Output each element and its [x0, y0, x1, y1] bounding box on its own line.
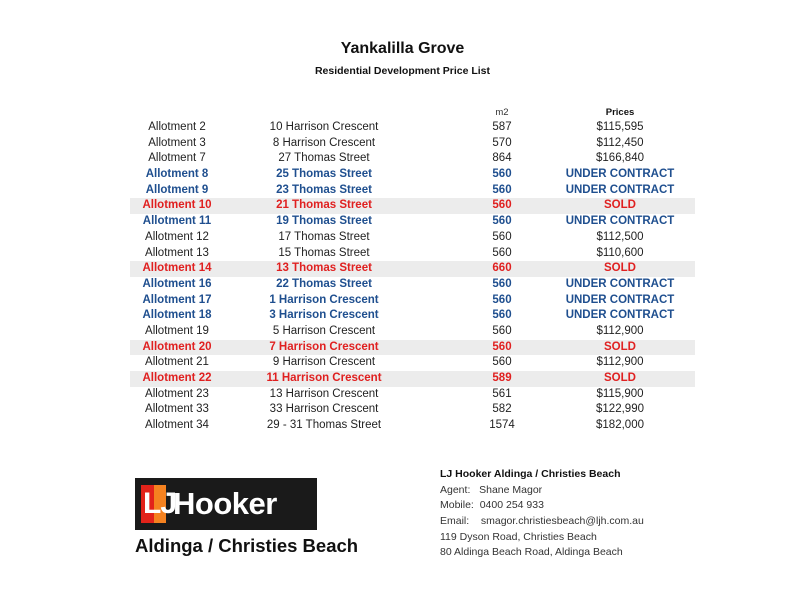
email-address[interactable]: smagor.christiesbeach@ljh.com.au — [480, 515, 644, 528]
address-cell: 11 Harrison Crescent — [266, 372, 382, 384]
area-cell: 560 — [492, 215, 512, 228]
price-cell: SOLD — [604, 372, 636, 384]
agent-label: Agent: — [440, 483, 471, 496]
lot-cell: Allotment 12 — [145, 230, 209, 243]
price-cell: $166,840 — [596, 152, 644, 165]
area-cell: 864 — [492, 152, 512, 165]
mobile-label: Mobile: — [440, 499, 474, 512]
area-cell: 560 — [492, 340, 512, 353]
price-cell: SOLD — [604, 262, 636, 275]
area-cell: 560 — [492, 230, 512, 243]
lot-cell: Allotment 11 — [142, 215, 212, 228]
contact-address-2: 80 Aldinga Beach Road, Aldinga Beach — [440, 546, 623, 559]
contact-email — [440, 514, 680, 530]
address-cell: 5 Harrison Crescent — [272, 324, 376, 337]
table-row — [130, 308, 695, 324]
price-cell: $182,000 — [596, 419, 644, 432]
address-cell: 22 Thomas Street — [276, 277, 372, 290]
lot-cell: Allotment 8 — [145, 168, 209, 181]
address-cell: 3 Harrison Crescent — [269, 309, 379, 322]
lot-cell: Allotment 10 — [142, 199, 212, 212]
lot-cell: Allotment 34 — [145, 419, 209, 432]
area-cell: 560 — [492, 277, 512, 290]
table-row — [130, 183, 695, 199]
area-cell: 561 — [492, 387, 512, 400]
address-cell: 19 Thomas Street — [276, 215, 372, 228]
price-cell: $115,900 — [596, 387, 644, 400]
lot-cell: Allotment 23 — [145, 387, 209, 400]
table-row — [130, 293, 695, 309]
area-cell: 560 — [492, 199, 512, 212]
address-cell: 10 Harrison Crescent — [269, 121, 379, 133]
price-cell: $110,600 — [596, 246, 644, 259]
price-cell: UNDER CONTRACT — [565, 293, 675, 306]
lot-cell: Allotment 13 — [145, 246, 209, 259]
table-row — [130, 151, 695, 167]
address-cell: 17 Thomas Street — [278, 230, 370, 243]
area-cell: 560 — [492, 293, 512, 306]
lot-cell: Allotment 14 — [142, 262, 212, 275]
price-cell: UNDER CONTRACT — [565, 277, 675, 290]
table-row — [130, 167, 695, 183]
price-cell: UNDER CONTRACT — [565, 183, 675, 196]
price-cell: SOLD — [604, 199, 636, 212]
address-cell: 9 Harrison Crescent — [272, 356, 376, 369]
lot-cell: Allotment 9 — [145, 183, 209, 196]
lot-cell: Allotment 21 — [145, 356, 209, 369]
area-cell: 660 — [492, 262, 512, 275]
lot-cell: Allotment 2 — [148, 121, 206, 133]
area-cell: 589 — [492, 372, 512, 384]
contact-block — [440, 467, 680, 561]
price-cell: $112,900 — [596, 356, 644, 369]
price-list-sheet — [130, 10, 675, 590]
address-cell: 8 Harrison Crescent — [272, 136, 376, 149]
table-row — [130, 198, 695, 214]
table-row — [130, 402, 695, 418]
lot-cell: Allotment 22 — [142, 372, 212, 384]
area-cell: 587 — [492, 121, 512, 133]
area-cell: 560 — [492, 168, 512, 181]
area-cell: 560 — [492, 309, 512, 322]
contact-address-1: 119 Dyson Road, Christies Beach — [440, 530, 597, 543]
table-row — [130, 387, 695, 403]
mobile-number[interactable]: 0400 254 933 — [479, 499, 544, 512]
table-row — [130, 355, 695, 371]
lj-hooker-logo — [135, 478, 395, 568]
address-cell: 21 Thomas Street — [276, 199, 372, 212]
address-cell: 33 Harrison Crescent — [269, 403, 379, 416]
lot-cell: Allotment 3 — [148, 136, 206, 149]
table-row — [130, 371, 695, 387]
price-table — [130, 120, 695, 434]
page-title: Yankalilla Grove — [340, 40, 465, 57]
table-row — [130, 277, 695, 293]
address-cell: 29 - 31 Thomas Street — [266, 419, 382, 432]
lot-cell: Allotment 7 — [148, 152, 206, 165]
table-row — [130, 324, 695, 340]
price-cell: $112,900 — [596, 324, 644, 337]
area-cell: 582 — [492, 403, 512, 416]
address-cell: 25 Thomas Street — [276, 168, 372, 181]
price-cell: $122,990 — [596, 403, 644, 416]
area-cell: 560 — [492, 183, 512, 196]
address-cell: 7 Harrison Crescent — [269, 340, 379, 353]
table-row — [130, 246, 695, 262]
table-row — [130, 418, 695, 434]
address-cell: 13 Harrison Crescent — [269, 387, 379, 400]
column-header-area: m2 — [495, 107, 509, 118]
price-cell: UNDER CONTRACT — [565, 309, 675, 322]
address-cell: 15 Thomas Street — [278, 246, 370, 259]
column-header-price: Prices — [605, 107, 635, 118]
page-subtitle: Residential Development Price List — [314, 65, 491, 77]
table-row — [130, 120, 695, 136]
lot-cell: Allotment 33 — [145, 403, 209, 416]
area-cell: 560 — [492, 246, 512, 259]
address-cell: 23 Thomas Street — [276, 183, 372, 196]
contact-agent — [440, 483, 680, 499]
contact-mobile — [440, 498, 680, 514]
lot-cell: Allotment 19 — [145, 324, 209, 337]
price-cell: $112,500 — [596, 230, 644, 243]
table-row — [130, 230, 695, 246]
price-cell: $112,450 — [596, 136, 644, 149]
table-row — [130, 340, 695, 356]
table-row — [130, 136, 695, 152]
address-cell: 27 Thomas Street — [278, 152, 370, 165]
agent-name: Shane Magor — [479, 483, 543, 496]
logo-initials: LJ — [143, 487, 177, 520]
lot-cell: Allotment 20 — [142, 340, 212, 353]
area-cell: 1574 — [489, 419, 515, 432]
lot-cell: Allotment 18 — [142, 309, 212, 322]
price-cell: SOLD — [604, 340, 636, 353]
area-cell: 570 — [492, 136, 512, 149]
area-cell: 560 — [492, 356, 512, 369]
table-row — [130, 214, 695, 230]
email-label: Email: — [440, 515, 470, 528]
price-cell: UNDER CONTRACT — [565, 168, 675, 181]
table-row — [130, 261, 695, 277]
lot-cell: Allotment 17 — [142, 293, 212, 306]
logo-badge — [135, 478, 317, 530]
logo-name: Hooker — [173, 486, 277, 521]
area-cell: 560 — [492, 324, 512, 337]
lot-cell: Allotment 16 — [142, 277, 212, 290]
contact-heading: LJ Hooker Aldinga / Christies Beach — [440, 468, 621, 480]
address-cell: 1 Harrison Crescent — [269, 293, 379, 306]
price-cell: UNDER CONTRACT — [565, 215, 675, 228]
address-cell: 13 Thomas Street — [276, 262, 372, 275]
logo-office: Aldinga / Christies Beach — [135, 535, 359, 556]
price-cell: $115,595 — [596, 121, 644, 133]
